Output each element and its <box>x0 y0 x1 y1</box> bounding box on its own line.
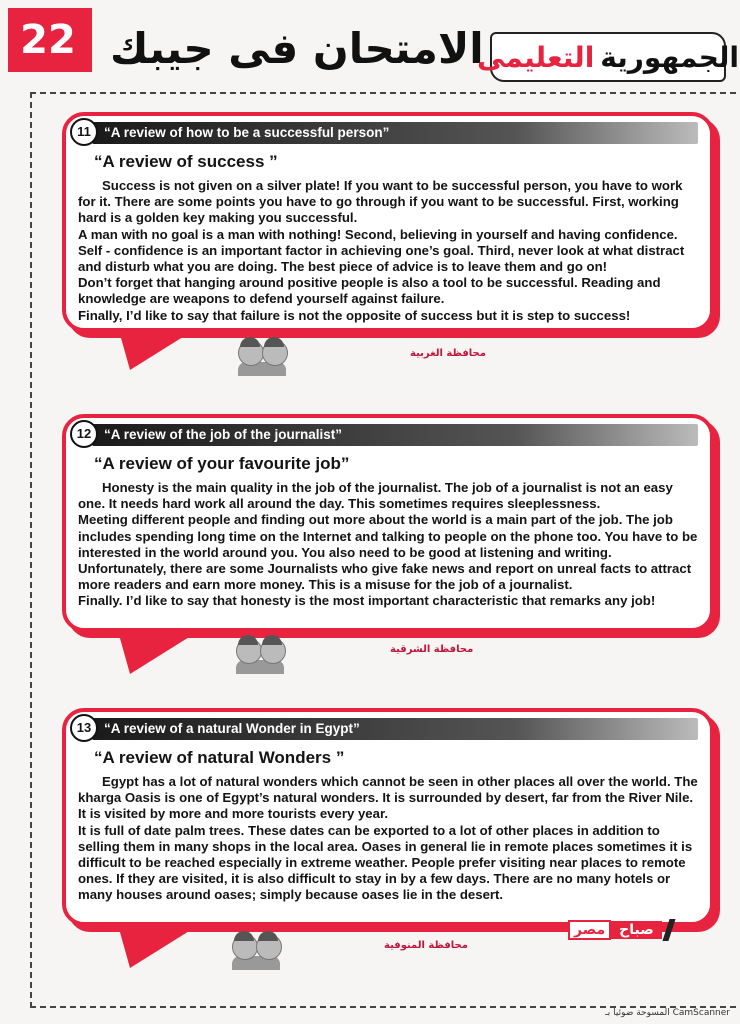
section-subtitle: “A review of success ” <box>94 152 278 171</box>
brand-part1: الجمهورية <box>600 40 740 74</box>
paragraph: Finally. I’d like to say that honesty is the most important characteristic that remarks any job! <box>78 593 656 609</box>
paragraph: Success is not given on a silver plate! If you want to be successful person, you have to work for it. There are some points you have to go through if you want to be successful. First, working hard is a golden key making you successful. <box>78 178 683 226</box>
paragraph: Don’t forget that hanging around positive people is also a tool to be successful. Reading and knowledge are weapons to defend yourself against failure. <box>78 275 661 307</box>
governorate-label: محافظة المنوفية <box>384 940 468 951</box>
section-heading: “A review of how to be a successful person” <box>92 122 698 144</box>
paragraph: It is full of date palm trees. These dates can be exported to a lot of other places in addition to selling them in many shops in the local area. Oases in general lie in remote places sometimes it is difficult to be reached especially in extreme weather. People prefer visiting near places to remote ones. If they are visited, it is also difficult to stay in by a few days. There are no many hotels or many houses around oases; simply because oases lie in the desert. <box>78 822 693 903</box>
scanner-label: المسوحة ضوئيا بـ CamScanner <box>605 1008 730 1018</box>
paragraph: Honesty is the main quality in the job of the journalist. The job of a journalist is not an easy one. It needs hard work all around the day. This sometimes requires sleeplessness. <box>78 480 673 512</box>
watermark-part1: مصر <box>568 920 611 940</box>
section-number: 13 <box>70 714 98 742</box>
watermark-logo <box>568 918 672 942</box>
section-body <box>78 178 700 324</box>
section-heading: “A review of the job of the journalist” <box>92 424 698 446</box>
kids-illustration <box>236 638 286 674</box>
section-subtitle: “A review of your favourite job” <box>94 454 350 473</box>
page-number: 22 <box>8 8 92 72</box>
section-number: 11 <box>70 118 98 146</box>
kids-illustration <box>238 340 288 376</box>
paragraph: Unfortunately, there are some Journalists who give fake news and report on unreal facts to attract more readers and earn more money. This is a misuse for the job of a journalist. <box>78 561 692 593</box>
paragraph: Egypt has a lot of natural wonders which cannot be seen in other places all over the world. The kharga Oasis is one of Egypt’s natural wonders. It is surrounded by desert, far from the River Nile. It is visited by more and more tourists every year. <box>78 774 698 822</box>
section-body <box>78 480 700 610</box>
section-body <box>78 774 700 904</box>
watermark-part2: صباح <box>611 921 662 939</box>
review-card-13 <box>62 708 714 926</box>
brand-part2: التعليمى <box>476 40 595 74</box>
governorate-label: محافظة الشرقية <box>390 644 474 655</box>
brand-logo <box>476 32 740 82</box>
governorate-label: محافظة الغربية <box>410 348 486 359</box>
section-subtitle: “A review of natural Wonders ” <box>94 748 345 767</box>
paragraph: Finally, I’d like to say that failure is not the opposite of success but it is step to success! <box>78 307 631 323</box>
paragraph: Meeting different people and finding out more about the world is a main part of the job. The job includes spending long time on the Internet and talking to people on the phone too. You have to be interested in the world around you. You also need to be good at listening and writing. <box>78 512 698 560</box>
review-card-11 <box>62 112 714 332</box>
kids-illustration <box>232 934 282 970</box>
header-title-text: الامتحان فى جيبك <box>110 23 484 73</box>
review-card-12 <box>62 414 714 632</box>
section-heading: “A review of a natural Wonder in Egypt” <box>92 718 698 740</box>
section-number: 12 <box>70 420 98 448</box>
paragraph: A man with no goal is a man with nothing! Second, believing in yourself and having confidence. Self - confidence is an important factor in achieving one’s goal. Third, never look at what distract and disturb what you are doing. The best piece of advice is to leave them and go on! <box>78 226 685 275</box>
header-title <box>110 18 484 78</box>
